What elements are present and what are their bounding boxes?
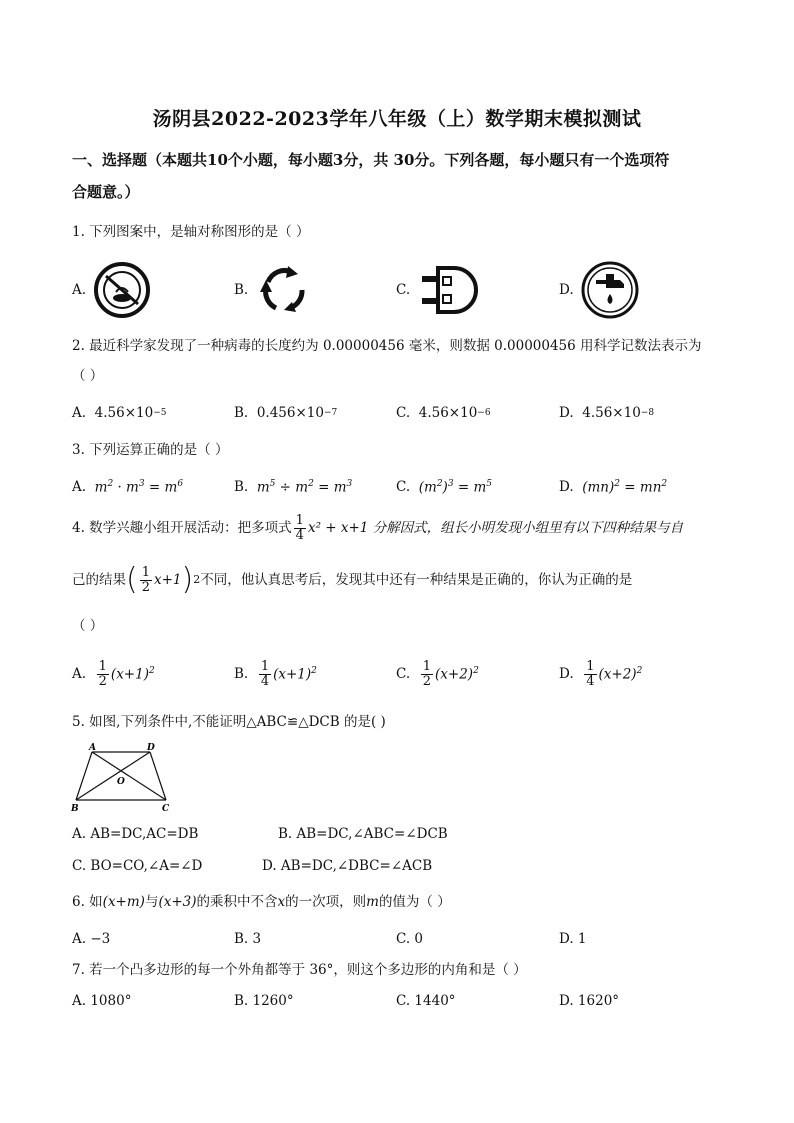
q4-option-b <box>234 656 317 692</box>
q4-option-d-label: D. <box>559 666 574 682</box>
q7-option-a: A. 1080° <box>72 993 132 1009</box>
q7-option-d: D. 1620° <box>559 993 620 1009</box>
q5-point-o: O <box>117 777 125 787</box>
q1-option-b <box>234 258 314 322</box>
q1-options <box>72 258 732 322</box>
q6-expr1: (x+m) <box>102 894 145 910</box>
q4-option-b-label: B. <box>234 666 249 682</box>
q5-point-d: D <box>147 743 155 753</box>
q7-option-b: B. 1260° <box>234 993 294 1009</box>
q4-line2-b: 不同，他认真思考后，发现其中还有一种结果是正确的，你认为正确的是 <box>200 572 633 588</box>
q4-paren-left: ( <box>126 562 138 597</box>
q4-fraction-quarter: $\frac{1}{4}$ <box>295 512 304 543</box>
q6-var-m: m <box>366 894 379 910</box>
q3-option-b-label: B. <box>234 479 249 495</box>
no-fishing-sign-icon <box>92 260 152 320</box>
recycle-arrows-icon <box>254 260 314 320</box>
q4-line2-a: 己的结果 <box>72 572 126 588</box>
q3-option-a-expr: $m^2 \cdot m^3 = m^6$ <box>94 478 184 496</box>
q5-triangle-figure <box>70 742 180 814</box>
q5-point-c: C <box>162 804 170 814</box>
q5-option-c: C. BO=CO,∠A=∠D <box>72 858 203 874</box>
q4-option-a-label: A. <box>72 666 87 682</box>
q3-option-d <box>559 472 667 502</box>
q2-option-a-base: 4.56×10 <box>94 405 154 421</box>
q6-expr2: (x+3) <box>158 894 197 910</box>
q3-option-b-expr: $m^5 \div m^2 = m^3$ <box>256 478 353 496</box>
q4-fraction-half: $\frac{1}{2}$ <box>141 564 150 595</box>
q3-option-d-label: D. <box>559 479 574 495</box>
q1-option-d <box>559 258 640 322</box>
q6-option-a: A. −3 <box>72 931 111 947</box>
q6-stem-b: 与 <box>144 894 159 910</box>
q4-stem-line3: （ ） <box>72 618 104 634</box>
q4-stem-line2 <box>72 560 732 600</box>
q5-point-a: A <box>89 743 96 753</box>
q4-own-result-body: x+1 <box>154 572 182 588</box>
q4-option-d <box>559 656 642 692</box>
q6-stem-c: 的乘积中不含 <box>196 894 278 910</box>
q7-option-c: C. 1440° <box>396 993 456 1009</box>
q3-stem: 3. 下列运算正确的是（ ） <box>72 442 229 458</box>
q2-option-d <box>559 398 654 428</box>
q4-option-b-frac: $\frac{1}{4}$ <box>260 658 270 689</box>
q4-option-c-label: C. <box>396 666 411 682</box>
q3-option-a-label: A. <box>72 479 87 495</box>
q3-options <box>72 472 732 502</box>
q2-option-c <box>396 398 491 428</box>
q4-option-a-frac: $\frac{1}{2}$ <box>98 658 107 689</box>
section-heading-line1: 一、选择题（本题共10个小题，每小题3分，共 30分。下列各题，每小题只有一个选项符 <box>72 151 670 169</box>
q1-option-c <box>396 258 480 322</box>
q2-option-a <box>72 398 166 428</box>
q2-option-c-label: C. <box>396 405 411 421</box>
section-heading-line2: 合题意。） <box>72 183 140 201</box>
q6-options <box>72 924 732 954</box>
q6-stem-d: 的一次项，则 <box>285 894 367 910</box>
q2-option-c-base: 4.56×10 <box>418 405 478 421</box>
q1-option-a-label: A. <box>72 282 87 298</box>
q3-option-c-expr: $(m^2)^3 = m^5$ <box>418 478 492 496</box>
q4-option-a <box>72 656 155 692</box>
q2-option-c-exp: −6 <box>477 408 491 418</box>
q4-option-a-expr: $(x+1)^2$ <box>110 665 155 683</box>
exam-title: 汤阴县2022-2023学年八年级（上）数学期末模拟测试 <box>152 108 642 130</box>
q3-option-b <box>234 472 352 502</box>
q2-option-b-label: B. <box>234 405 249 421</box>
q1-option-c-label: C. <box>396 282 411 298</box>
q2-option-d-label: D. <box>559 405 574 421</box>
q2-options <box>72 398 732 428</box>
q4-options <box>72 656 732 692</box>
q6-var-x: x <box>277 894 286 910</box>
q2-option-b-exp: −7 <box>323 408 338 418</box>
water-tap-icon <box>580 260 640 320</box>
q6-stem-a: 6. 如 <box>72 894 103 910</box>
q4-option-c-frac: $\frac{1}{2}$ <box>422 658 432 689</box>
q2-option-b <box>234 398 337 428</box>
q1-stem: 1. 下列图案中，是轴对称图形的是（ ） <box>72 224 310 240</box>
q4-stem-b: x² + x+1 分解因式，组长小明发现小组里有以下四种结果与自 <box>307 520 684 536</box>
plug-socket-icon <box>416 260 480 320</box>
q6-stem-e: 的值为（ ） <box>378 894 451 910</box>
q2-option-d-base: 4.56×10 <box>582 405 641 421</box>
q4-option-d-frac: $\frac{1}{4}$ <box>586 658 595 689</box>
q3-option-c-label: C. <box>396 479 411 495</box>
q6-option-c: C. 0 <box>396 931 424 947</box>
q4-stem-a: 4. 数学兴趣小组开展活动：把多项式 <box>72 520 292 536</box>
q2-option-b-base: 0.456×10 <box>256 405 324 421</box>
q4-option-d-expr: $(x+2)^2$ <box>598 665 643 683</box>
q5-stem: 5. 如图,下列条件中,不能证明△ABC≌△DCB 的是( ) <box>72 714 386 730</box>
q1-option-a <box>72 258 152 322</box>
q2-stem-line1: 2. 最近科学家发现了一种病毒的长度约为 0.00000456 毫米，则数据 0.00000456 用科学记数法表示为 <box>72 338 702 354</box>
q2-option-a-label: A. <box>72 405 87 421</box>
q2-option-d-exp: −8 <box>640 408 655 418</box>
q6-option-d: D. 1 <box>559 931 587 947</box>
q5-option-d: D. AB=DC,∠DBC=∠ACB <box>262 858 433 874</box>
q4-option-b-expr: $(x+1)^2$ <box>273 665 317 683</box>
q4-own-result-exp: 2 <box>193 573 201 586</box>
q7-stem: 7. 若一个凸多边形的每一个外角都等于 36°，则这个多边形的内角和是（ ） <box>72 962 527 978</box>
q7-options <box>72 986 732 1016</box>
q4-paren-right: ) <box>181 562 194 597</box>
q5-point-b: B <box>71 804 79 814</box>
q1-option-b-label: B. <box>234 282 249 298</box>
q3-option-c <box>396 472 492 502</box>
q5-option-b: B. AB=DC,∠ABC=∠DCB <box>278 826 448 842</box>
q3-option-a <box>72 472 183 502</box>
q5-option-a: A. AB=DC,AC=DB <box>72 826 199 842</box>
q4-option-c-expr: $(x+2)^2$ <box>435 665 479 683</box>
q4-stem-line1 <box>72 510 732 546</box>
q1-option-d-label: D. <box>559 282 574 298</box>
q2-stem-line2: （ ） <box>72 368 104 384</box>
q3-option-d-expr: $(mn)^2 = mn^2$ <box>582 478 668 496</box>
q6-stem <box>72 892 732 912</box>
q6-option-b: B. 3 <box>234 931 262 947</box>
q2-option-a-exp: −5 <box>153 408 167 418</box>
q4-option-c <box>396 656 479 692</box>
